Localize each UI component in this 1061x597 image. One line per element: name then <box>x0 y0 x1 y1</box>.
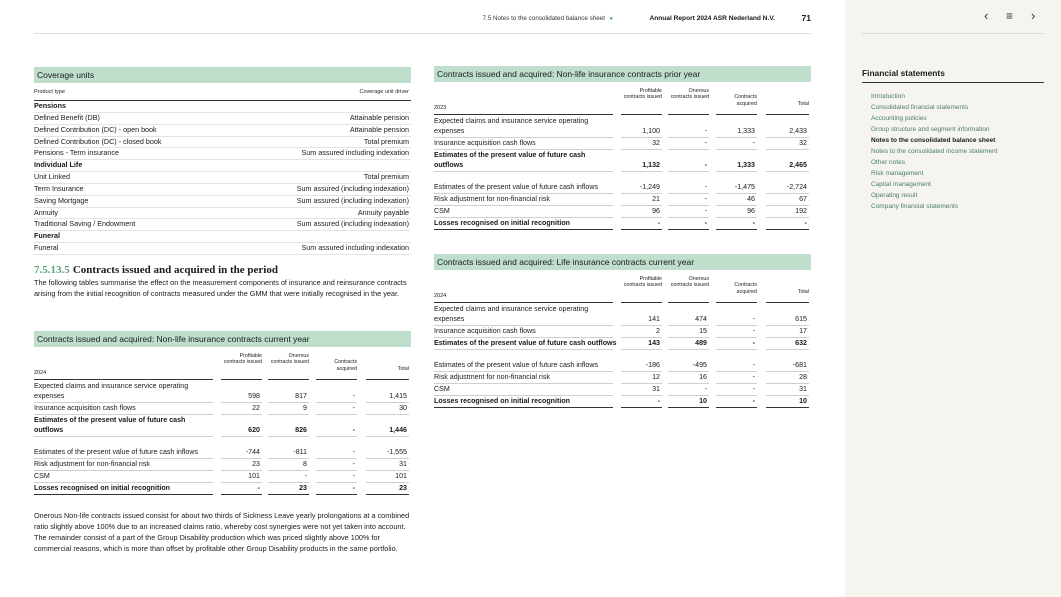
product-type: Defined Benefit (DB) <box>34 112 100 122</box>
value-cell: - <box>804 219 807 227</box>
value-cell: - <box>352 426 355 434</box>
row-label: Estimates of the present value of future cash inflows <box>34 448 199 456</box>
table-row <box>34 113 411 125</box>
row-label: Estimates of the present value of future cash inflows <box>434 183 599 191</box>
value-cell: 32 <box>652 139 660 147</box>
row-divider <box>716 229 757 230</box>
value-cell: 28 <box>799 373 807 381</box>
value-cell: 2 <box>656 327 660 335</box>
value-cell: 1,446 <box>389 426 407 434</box>
value-cell: 10 <box>699 397 707 405</box>
value-cell: -1,555 <box>386 448 407 456</box>
toc-item[interactable]: Capital management <box>871 180 931 188</box>
value-cell: 96 <box>747 207 755 215</box>
column-header-acquired: Contracts acquired <box>334 359 357 372</box>
value-cell: - <box>352 472 355 480</box>
column-header-acquired: Contracts acquired <box>734 282 757 295</box>
value-cell: - <box>704 385 707 393</box>
value-cell: 598 <box>248 392 260 400</box>
column-header-profitable: Profitable contracts issued <box>623 275 662 289</box>
value-cell: - <box>352 460 355 468</box>
header-rule <box>434 302 613 303</box>
row-divider <box>316 436 357 437</box>
row-label: Insurance acquisition cash flows <box>434 139 536 147</box>
table-header <box>34 88 411 101</box>
table-year: 2024 <box>34 370 47 376</box>
column-header-total: Total <box>797 100 809 107</box>
table-title: Contracts issued and acquired: Non-life insurance contracts current year <box>34 331 411 347</box>
value-cell: 2,433 <box>789 127 807 135</box>
table-row <box>34 160 411 172</box>
table-row <box>434 360 811 371</box>
col-coverage-driver: Coverage unit driver <box>359 89 409 95</box>
toc-item[interactable]: Operating result <box>871 191 918 199</box>
header-rule <box>716 302 757 303</box>
value-cell: - <box>752 139 755 147</box>
onerous-contracts-note: Onerous Non-life contracts issued consist for about two thirds of Sickness Leave yearly prolongations at a combined ratio slightly above 100% due to an increased claims ratio, whereby cost synergies were not yet taken into account. The remainder consist of a part of the Group Disability production which was priced slightly above 100% for commercial reasons, which is more than offset by profitable other Group Disability products in the same portfolio. <box>34 511 410 553</box>
toc-item[interactable]: Company financial statements <box>871 202 959 210</box>
table-row <box>434 384 811 395</box>
header-rule <box>316 379 357 380</box>
table-row <box>434 218 811 229</box>
value-cell: - <box>704 207 707 215</box>
value-cell: -186 <box>645 361 660 369</box>
value-cell: 15 <box>699 327 707 335</box>
header-rule <box>621 114 662 115</box>
value-cell: - <box>704 219 707 227</box>
table-row <box>34 415 411 436</box>
table-row <box>34 125 411 137</box>
column-header-onerous: Onerous contracts issued <box>670 87 709 101</box>
value-cell: 817 <box>295 392 307 400</box>
column-header-total: Total <box>397 365 409 372</box>
row-divider <box>766 229 809 230</box>
value-cell: 1,100 <box>642 127 660 135</box>
value-cell: 192 <box>795 207 807 215</box>
side-panel <box>845 0 1061 597</box>
product-type: Funeral <box>34 243 59 253</box>
table-row <box>34 471 411 482</box>
row-divider <box>716 171 757 172</box>
table-row <box>34 231 411 243</box>
value-cell: - <box>704 183 707 191</box>
header-rule <box>766 302 809 303</box>
product-type: Unit Linked <box>34 172 70 182</box>
value-cell: 17 <box>799 327 807 335</box>
section-intro: The following tables summarise the effect on the measurement components of insurance and reinsurance contracts arising from the initial recognition of contracts measured under the GMM that were initially recognised in the year. <box>34 278 407 298</box>
value-cell: 101 <box>248 472 260 480</box>
table-row <box>34 101 411 113</box>
value-cell: - <box>704 161 707 169</box>
value-cell: - <box>704 139 707 147</box>
value-cell: 826 <box>295 426 307 434</box>
value-cell: -495 <box>692 361 707 369</box>
value-cell: 96 <box>652 207 660 215</box>
value-cell: 10 <box>799 397 807 405</box>
row-label: CSM <box>434 207 450 215</box>
row-divider <box>716 407 757 408</box>
table-row <box>434 372 811 383</box>
row-divider <box>34 436 213 437</box>
value-cell: - <box>752 339 755 347</box>
value-cell: -744 <box>245 448 260 456</box>
header-rule <box>434 114 613 115</box>
table-row <box>34 447 411 458</box>
value-cell: 12 <box>652 373 660 381</box>
header-rule <box>34 379 213 380</box>
value-cell: 8 <box>303 460 307 468</box>
value-cell: 22 <box>252 404 260 412</box>
row-label-continued: outflows <box>434 161 464 169</box>
row-divider <box>221 494 262 495</box>
table-row <box>34 208 411 220</box>
value-cell: -681 <box>792 361 807 369</box>
value-cell: - <box>352 404 355 412</box>
value-cell: 620 <box>248 426 260 434</box>
next-page-icon[interactable]: › <box>1031 8 1036 23</box>
value-cell: - <box>752 373 755 381</box>
value-cell: - <box>752 315 755 323</box>
coverage-driver: Attainable pension <box>349 124 409 134</box>
row-divider <box>766 407 809 408</box>
row-label: Estimates of the present value of future cash outflows <box>434 339 617 347</box>
page-header <box>34 13 811 27</box>
value-cell: - <box>257 484 260 492</box>
row-divider <box>668 229 709 230</box>
row-label: Expected claims and insurance service operating <box>34 382 189 390</box>
coverage-driver: Attainable pension <box>349 112 409 122</box>
row-label-continued: outflows <box>34 426 64 434</box>
table-row <box>434 194 811 205</box>
coverage-driver: Sum assured including indexation <box>301 243 409 253</box>
value-cell: 101 <box>395 472 407 480</box>
table-row <box>34 381 411 402</box>
row-label: Estimates of the present value of future cash <box>34 416 186 424</box>
table-row <box>34 172 411 184</box>
table-row <box>434 338 811 349</box>
row-label: Losses recognised on initial recognition <box>34 484 170 492</box>
nonlife-prior-year-table <box>434 87 811 232</box>
table-row <box>34 459 411 470</box>
row-divider <box>668 407 709 408</box>
column-header-total: Total <box>797 288 809 295</box>
value-cell: 23 <box>299 484 307 492</box>
toc-item[interactable]: Notes to the consolidated balance sheet <box>871 136 996 144</box>
product-type: Traditional Saving / Endowment <box>34 219 136 229</box>
coverage-rows <box>34 101 411 255</box>
toc-item[interactable]: Other notes <box>871 158 905 166</box>
coverage-driver: Total premium <box>363 136 409 146</box>
value-cell: 32 <box>799 139 807 147</box>
value-cell: 1,333 <box>737 127 755 135</box>
section-heading <box>34 264 411 276</box>
row-divider <box>716 349 757 350</box>
header-rule <box>668 302 709 303</box>
col-product-type: Product type <box>34 89 65 95</box>
value-cell: - <box>704 127 707 135</box>
row-divider <box>766 349 809 350</box>
row-divider <box>668 349 709 350</box>
column-header-profitable: Profitable contracts issued <box>223 352 262 366</box>
toc-item[interactable]: Accounting policies <box>871 114 927 122</box>
row-divider <box>434 229 613 230</box>
value-cell: -1,475 <box>734 183 755 191</box>
value-cell: -2,724 <box>786 183 807 191</box>
nonlife-current-year-table <box>34 352 411 497</box>
product-type: Funeral <box>34 231 60 241</box>
breadcrumb[interactable]: 7.5 Notes to the consolidated balance sheet <box>482 15 605 22</box>
table-row <box>434 326 811 337</box>
row-label-continued: expenses <box>34 392 65 400</box>
row-label: Expected claims and insurance service operating <box>434 117 589 125</box>
value-cell: 21 <box>652 195 660 203</box>
value-cell: - <box>752 219 755 227</box>
coverage-units-title: Coverage units <box>34 67 411 83</box>
value-cell: - <box>752 385 755 393</box>
row-divider <box>766 171 809 172</box>
row-divider <box>621 349 662 350</box>
table-row <box>434 138 811 149</box>
coverage-driver: Annuity payable <box>357 207 409 217</box>
toc-item[interactable]: Consolidated financial statements <box>871 103 969 111</box>
side-panel-title: Financial statements <box>862 68 1044 83</box>
product-type: Saving Mortgage <box>34 195 89 205</box>
row-divider <box>668 171 709 172</box>
column-header-onerous: Onerous contracts issued <box>270 352 309 366</box>
product-type: Defined Contribution (DC) - open book <box>34 124 157 134</box>
row-divider <box>621 407 662 408</box>
header-rule <box>766 114 809 115</box>
value-cell: - <box>352 392 355 400</box>
value-cell: 23 <box>399 484 407 492</box>
table-row <box>434 304 811 325</box>
coverage-driver: Total premium <box>363 172 409 182</box>
value-cell: - <box>352 484 355 492</box>
value-cell: -811 <box>293 448 307 456</box>
value-cell: 31 <box>652 385 660 393</box>
header-rule <box>221 379 262 380</box>
row-label: Expected claims and insurance service operating <box>434 305 589 313</box>
page-number: 71 <box>801 13 811 23</box>
table-row <box>434 206 811 217</box>
coverage-units-table <box>34 88 411 255</box>
row-divider <box>268 494 309 495</box>
value-cell: 1,132 <box>642 161 660 169</box>
row-label: CSM <box>434 385 450 393</box>
value-cell: 31 <box>799 385 807 393</box>
table-year: 2024 <box>434 293 447 299</box>
product-type: Annuity <box>34 207 58 217</box>
value-cell: 9 <box>303 404 307 412</box>
table-row <box>434 150 811 171</box>
row-divider <box>316 494 357 495</box>
table-row <box>34 219 411 231</box>
value-cell: 1,333 <box>737 161 755 169</box>
table-row <box>434 396 811 407</box>
section-number: 7.5.13.5 <box>34 264 70 276</box>
coverage-driver: Sum assured including indexation <box>301 148 409 158</box>
header-rule <box>621 302 662 303</box>
value-cell: 141 <box>648 315 660 323</box>
table-row <box>34 196 411 208</box>
value-cell: 474 <box>695 315 707 323</box>
row-divider <box>434 171 613 172</box>
table-row <box>34 403 411 414</box>
table-row <box>34 137 411 149</box>
table-of-contents <box>871 92 1046 212</box>
value-cell: - <box>704 195 707 203</box>
table-row <box>34 243 411 255</box>
column-header-profitable: Profitable contracts issued <box>623 87 662 101</box>
toc-item[interactable]: Risk management <box>871 169 924 177</box>
toc-item[interactable]: Notes to the consolidated income statement <box>871 147 998 155</box>
section-title: Contracts issued and acquired in the period <box>72 264 278 276</box>
header-rule <box>668 114 709 115</box>
product-type: Pensions - Term insurance <box>34 148 119 158</box>
value-cell: - <box>657 219 660 227</box>
value-cell: 16 <box>699 373 707 381</box>
value-cell: 632 <box>795 339 807 347</box>
row-label: Insurance acquisition cash flows <box>434 327 536 335</box>
table-title: Contracts issued and acquired: Non-life insurance contracts prior year <box>434 66 811 82</box>
row-divider <box>621 171 662 172</box>
toc-item[interactable]: Introduction <box>871 93 905 100</box>
table-title: Contracts issued and acquired: Life insurance contracts current year <box>434 254 811 270</box>
row-label: Risk adjustment for non-financial risk <box>434 195 550 203</box>
value-cell: -1,249 <box>639 183 660 191</box>
row-label-continued: expenses <box>434 315 465 323</box>
value-cell: 2,465 <box>789 161 807 169</box>
value-cell: 143 <box>648 339 660 347</box>
row-divider <box>268 436 309 437</box>
row-divider <box>366 494 409 495</box>
column-header-onerous: Onerous contracts issued <box>670 275 709 289</box>
value-cell: - <box>304 472 307 480</box>
table-row <box>34 483 411 494</box>
header-rule <box>268 379 309 380</box>
table-row <box>34 148 411 160</box>
value-cell: - <box>352 448 355 456</box>
row-label: Estimates of the present value of future cash <box>434 151 586 159</box>
report-title: Annual Report 2024 ASR Nederland N.V. <box>649 15 775 22</box>
row-divider <box>221 436 262 437</box>
table-row <box>434 116 811 137</box>
coverage-driver: Sum assured (including indexation) <box>296 183 409 193</box>
header-divider <box>34 33 811 34</box>
product-type: Defined Contribution (DC) - closed book <box>34 136 162 146</box>
table-year: 2023 <box>434 105 447 111</box>
menu-icon[interactable]: ≡ <box>1006 9 1014 23</box>
value-cell: 67 <box>799 195 807 203</box>
row-divider <box>434 349 613 350</box>
row-divider <box>434 407 613 408</box>
value-cell: 31 <box>399 460 407 468</box>
row-label: Losses recognised on initial recognition <box>434 397 570 405</box>
row-label: Losses recognised on initial recognition <box>434 219 570 227</box>
value-cell: 489 <box>695 339 707 347</box>
value-cell: - <box>657 397 660 405</box>
row-label: Estimates of the present value of future cash inflows <box>434 361 599 369</box>
row-label: Risk adjustment for non-financial risk <box>34 460 150 468</box>
separator-dot-icon: ● <box>609 16 613 22</box>
row-label: Insurance acquisition cash flows <box>34 404 136 412</box>
row-label-continued: expenses <box>434 127 465 135</box>
coverage-driver: Sum assured (including indexation) <box>296 219 409 229</box>
value-cell: - <box>752 397 755 405</box>
value-cell: 23 <box>252 460 260 468</box>
product-type: Pensions <box>34 101 66 110</box>
row-divider <box>34 494 213 495</box>
header-rule <box>366 379 409 380</box>
row-divider <box>621 229 662 230</box>
value-cell: - <box>752 327 755 335</box>
row-divider <box>366 436 409 437</box>
life-current-year-table <box>434 275 811 410</box>
column-header-acquired: Contracts acquired <box>734 94 757 107</box>
header-rule <box>716 114 757 115</box>
coverage-driver: Sum assured (including indexation) <box>296 195 409 205</box>
product-type: Term Insurance <box>34 183 84 193</box>
value-cell: 1,415 <box>389 392 407 400</box>
row-label: CSM <box>34 472 50 480</box>
value-cell: 615 <box>795 315 807 323</box>
prev-page-icon[interactable]: ‹ <box>984 8 989 23</box>
toc-item[interactable]: Group structure and segment information <box>871 125 990 133</box>
product-type: Individual Life <box>34 160 83 170</box>
value-cell: 46 <box>747 195 755 203</box>
table-row <box>34 184 411 196</box>
value-cell: - <box>752 361 755 369</box>
row-label: Risk adjustment for non-financial risk <box>434 373 550 381</box>
value-cell: 30 <box>399 404 407 412</box>
table-row <box>434 182 811 193</box>
